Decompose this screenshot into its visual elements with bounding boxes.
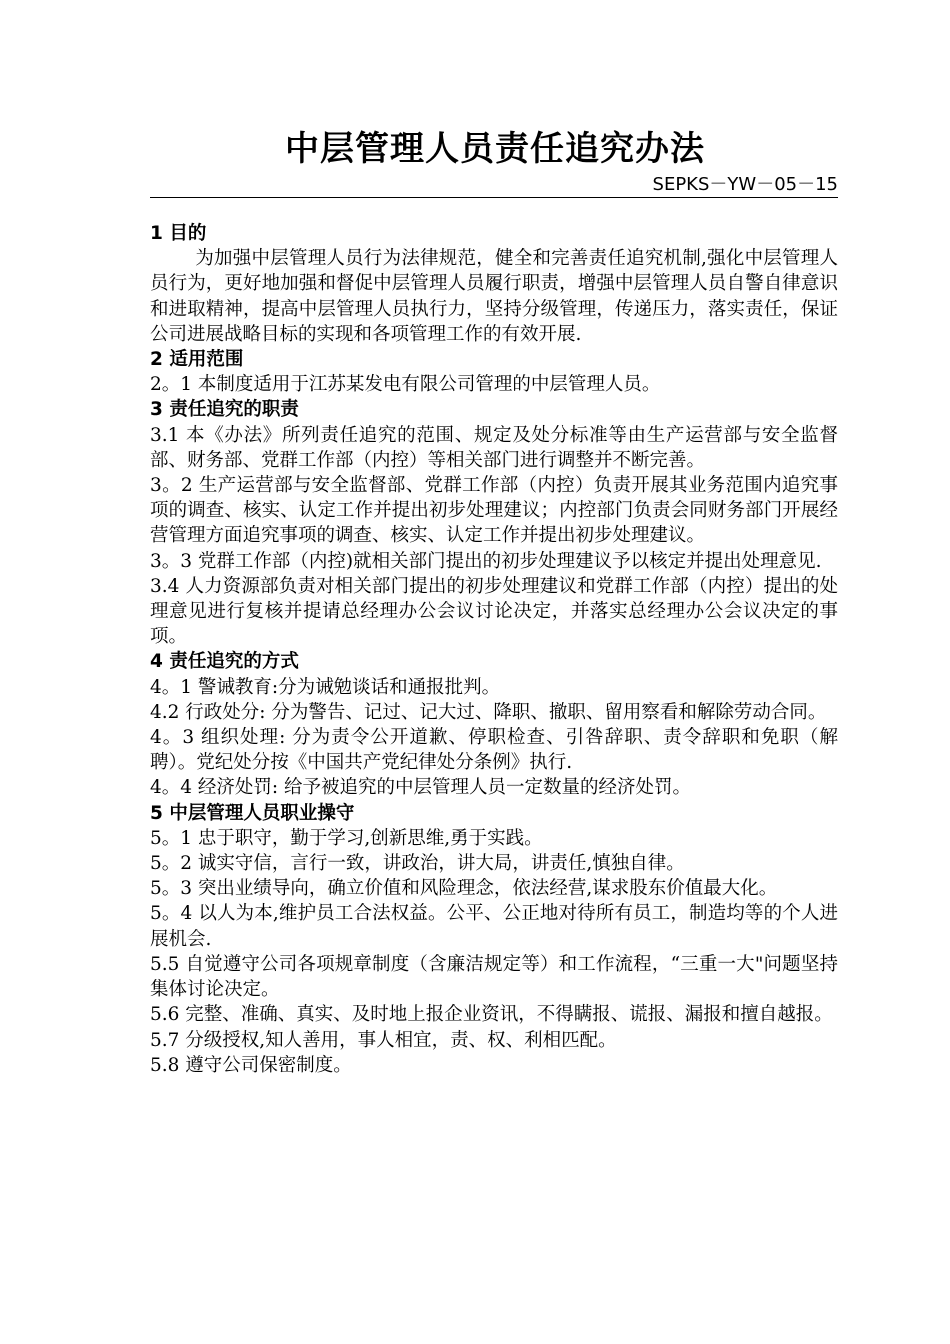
paragraph: 5。4 以人为本,维护员工合法权益。公平、公正地对待所有员工，制造均等的个人进展机会. xyxy=(150,903,838,950)
paragraph: 5.6 完整、准确、真实、及时地上报企业资讯，不得瞒报、谎报、漏报和擅自越报。 xyxy=(150,1004,833,1026)
paragraph: 5。2 诚实守信，言行一致，讲政治，讲大局，讲责任,慎独自律。 xyxy=(150,853,685,875)
section-heading: 5 中层管理人员职业操守 xyxy=(150,802,355,824)
paragraph: 5。1 忠于职守，勤于学习,创新思维,勇于实践。 xyxy=(150,827,543,849)
paragraph: 4。3 组织处理: 分为责令公开道歉、停职检查、引咎辞职、责令辞职和免职（解聘）。党纪处分按《中国共产党纪律处分条例》执行. xyxy=(150,727,838,774)
paragraph: 5.5 自觉遵守公司各项规章制度（含廉洁规定等）和工作流程，“三重一大"问题坚持集体讨论决定。 xyxy=(150,953,838,1001)
section-heading: 2 适用范围 xyxy=(150,349,244,371)
paragraph: 5。3 突出业绩导向，确立价值和风险理念，依法经营,谋求股东价值最大化。 xyxy=(150,878,778,900)
paragraph: 4.2 行政处分: 分为警告、记过、记大过、降职、撤职、留用察看和解除劳动合同。 xyxy=(150,701,827,723)
paragraph: 5.7 分级授权,知人善用，事人相宜，责、权、利相匹配。 xyxy=(150,1029,617,1051)
document-body xyxy=(150,221,838,1078)
paragraph: 3.4 人力资源部负责对相关部门提出的初步处理建议和党群工作部（内控）提出的处理意见进行复核并提请总经理办公会议讨论决定，并落实总经理办公会议决定的事项。 xyxy=(150,575,838,648)
paragraph: 3。3 党群工作部（内控)就相关部门提出的初步处理建议予以核定并提出处理意见. xyxy=(150,550,822,572)
paragraph: 2。1 本制度适用于江苏某发电有限公司管理的中层管理人员。 xyxy=(150,374,661,396)
section-heading: 4 责任追究的方式 xyxy=(150,651,299,673)
paragraph: 4。4 经济处罚: 给予被追究的中层管理人员一定数量的经济处罚。 xyxy=(150,777,692,799)
paragraph: 5.8 遵守公司保密制度。 xyxy=(150,1054,352,1076)
paragraph: 为加强中层管理人员行为法律规范，健全和完善责任追究机制,强化中层管理人员行为，更好地加强和督促中层管理人员履行职责，增强中层管理人员自警自律意识和进取精神，提高中层管理人员执行力，坚持分级管理，传递压力，落实责任，保证公司进展战略目标的实现和各项管理工作的有效开展. xyxy=(150,248,838,345)
header-divider xyxy=(150,197,838,198)
paragraph: 3.1 本《办法》所列责任追究的范围、规定及处分标准等由生产运营部与安全监督部、财务部、党群工作部（内控）等相关部门进行调整并不断完善。 xyxy=(150,424,838,471)
paragraph: 3。2 生产运营部与安全监督部、党群工作部（内控）负责开展其业务范围内追究事项的调查、核实、认定工作并提出初步处理建议；内控部门负责会同财务部门开展经营管理方面追究事项的调查、核实、认定工作并提出初步处理建议。 xyxy=(150,475,838,547)
paragraph: 4。1 警诫教育:分为诫勉谈话和通报批判。 xyxy=(150,676,501,698)
section-heading: 1 目的 xyxy=(150,223,207,244)
section-heading: 3 责任追究的职责 xyxy=(150,399,299,421)
document-code: SEPKS－YW－05－15 xyxy=(652,174,838,195)
page-title: 中层管理人员责任追究办法 xyxy=(285,129,705,169)
